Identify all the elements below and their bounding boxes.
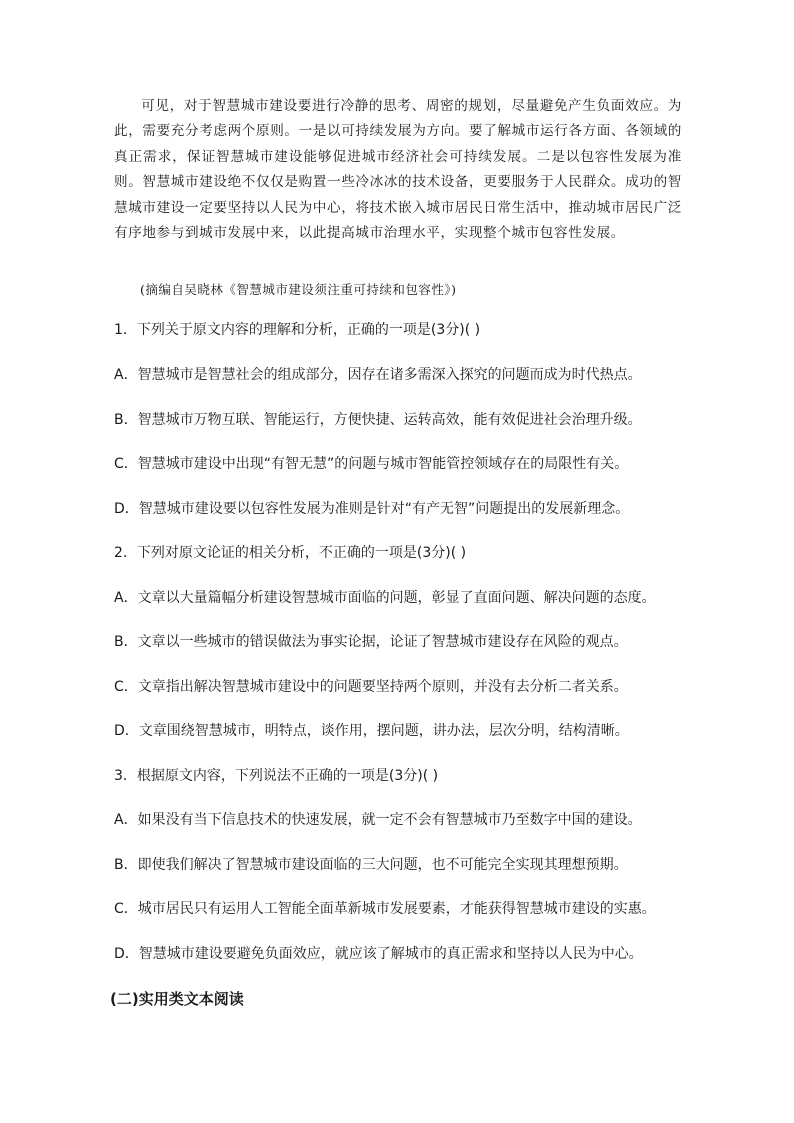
section-heading: (二)实用类文本阅读 [110,990,244,1008]
question-1-option-a: A．智慧城市是智慧社会的组成部分，因存在诸多需深入探究的问题而成为时代热点。 [114,367,642,383]
question-1-option-c: C．智慧城市建设中出现“有智无慧”的问题与城市智能管控领域存在的局限性有关。 [114,456,629,472]
question-3-option-b: B．即使我们解决了智慧城市建设面临的三大问题，也不可能完全实现其理想预期。 [114,857,628,873]
question-3-option-a: A．如果没有当下信息技术的快速发展，就一定不会有智慧城市乃至数字中国的建设。 [114,812,642,828]
question-2-stem: 2．下列对原文论证的相关分析，不正确的一项是(3分)( ) [114,545,467,561]
question-2-option-d: D．文章围绕智慧城市，明特点，谈作用，摆问题，讲办法，层次分明，结构清晰。 [114,723,629,739]
passage-citation: (摘编自吴晓林《智慧城市建设须注重可持续和包容性》) [140,282,457,297]
question-3-stem: 3．根据原文内容，下列说法不正确的一项是(3分)( ) [114,768,439,784]
question-3-option-c: C．城市居民只有运用人工智能全面革新城市发展要素，才能获得智慧城市建设的实惠。 [114,901,656,917]
question-1-option-d: D．智慧城市建设要以包容性发展为准则是针对“有产无智”问题提出的发展新理念。 [114,501,630,517]
question-2-option-a: A．文章以大量篇幅分析建设智慧城市面临的问题，彰显了直面问题、解决问题的态度。 [114,590,656,606]
question-3-option-d: D．智慧城市建设要避免负面效应，就应该了解城市的真正需求和坚持以人民为中心。 [114,946,643,962]
reading-passage: 可见，对于智慧城市建设要进行冷静的思考、周密的规划，尽量避免产生负面效应。为此，需要充分考虑两个原则。一是以可持续发展为方向。要了解城市运行各方面、各领域的真正需求，保证智慧城市建设能够促进城市经济社会可持续发展。二是以包容性发展为准则。智慧城市建设绝不仅仅是购置一些冷冰冰的技术设备，更要服务于人民群众。成功的智慧城市建设一定要坚持以人民为中心，将技术嵌入城市居民日常生活中，推动城市居民广泛有序地参与到城市发展中来，以此提高城市治理水平，实现整个城市包容性发展。 [114,98,682,242]
question-1-option-b: B．智慧城市万物互联、智能运行，方便快捷、运转高效，能有效促进社会治理升级。 [114,412,642,428]
question-2-option-c: C．文章指出解决智慧城市建设中的问题要坚持两个原则，并没有去分析二者关系。 [114,679,628,695]
question-2-option-b: B．文章以一些城市的错误做法为事实论据，论证了智慧城市建设存在风险的观点。 [114,634,628,650]
question-1-stem: 1．下列关于原文内容的理解和分析，正确的一项是(3分)( ) [114,322,481,338]
